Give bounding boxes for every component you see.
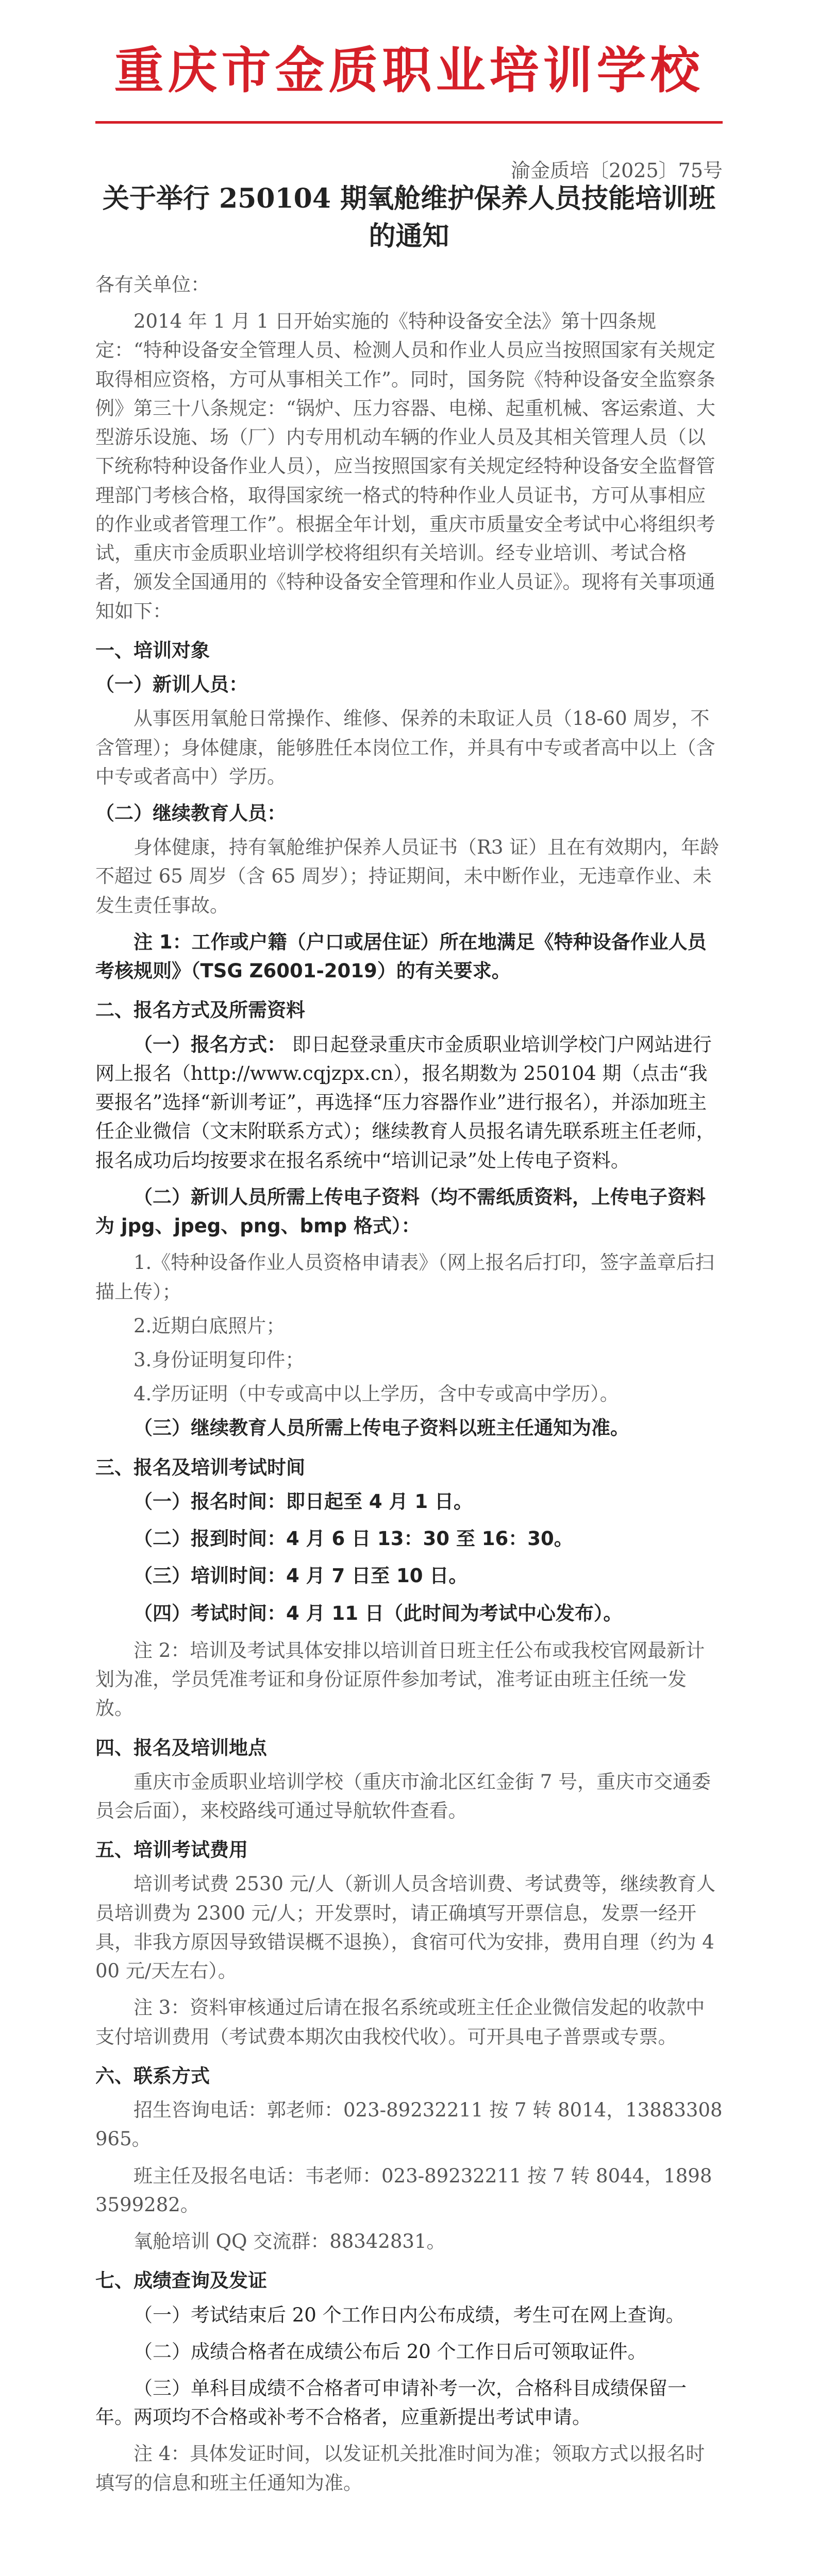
section-6-title: 六、联系方式 — [95, 2064, 210, 2087]
greeting: 各有关单位： — [95, 274, 210, 296]
note-1: 注 1：工作或户籍（户口或居住证）所在地满足《特种设备作业人员考核规则》（TSG Z6001-2019）的有关要求。 — [95, 930, 707, 982]
registration-method-title: （一）报名方式： — [133, 1033, 286, 1056]
time-item: （二）报到时间：4 月 6 日 13：30 至 16：30。 — [133, 1528, 573, 1550]
material-item: 2.近期白底照片； — [133, 1314, 286, 1337]
section-7-title: 七、成绩查询及发证 — [95, 2269, 267, 2292]
section-4-title: 四、报名及培训地点 — [95, 1736, 267, 1759]
qq-group: 氧舱培训 QQ 交流群：88342831。 — [133, 2230, 446, 2253]
registration-method — [95, 1030, 723, 1175]
time-item: （三）培训时间：4 月 7 日至 10 日。 — [133, 1565, 468, 1587]
result-item: （三）单科目成绩不合格者可申请补考一次，合格科目成绩保留一年。两项均不合格或补考不合格者，应重新提出考试申请。 — [95, 2377, 687, 2429]
intro-paragraph: 2014 年 1 月 1 日开始实施的《特种设备安全法》第十四条规定：“特种设备安全管理人员、检测人员和作业人员应当按照国家有关规定取得相应资格，方可从事相关工作”。同时，国务院《特种设备安全监察条例》第三十八条规定：“锅炉、压力容器、电梯、起重机械、客运索道、大型游乐设施、场（厂）内专用机动车辆的作业人员及其相关管理人员（以下统称特种设备作业人员），应当按照国家有关规定经特种设备安全监督管理部门考核合格，取得国家统一格式的特种作业人员证书，方可从事相应的作业或者管理工作”。根据全年计划，重庆市质量安全考试中心将组织考试，重庆市金质职业培训学校将组织有关培训。经专业培训、考试合格者，颁发全国通用的《特种设备安全管理和作业人员证》。现将有关事项通知如下： — [95, 310, 715, 622]
continuing-text: 身体健康，持有氧舱维护保养人员证书（R3 证）且在有效期内，年龄不超过 65 周岁（含 65 周岁）；持证期间，未中断作业，无违章作业、未发生责任事故。 — [95, 836, 720, 917]
new-trainees-title: （一）新训人员： — [95, 673, 248, 696]
registration-method-text: 即日起登录重庆市金质职业培训学校门户网站进行网上报名（http://www.cqjzpx.cn），报名期数为 250104 期（点击“我要报名”选择“新训考证”，再选择“压力容器作业”进行报名），并添加班主任企业微信（文末附联系方式）；继续教育人员报名请先联系班主任老师，报名成功后均按要求在报名系统中“培训记录”处上传电子资料。 — [95, 1033, 715, 1172]
material-item: 1.《特种设备作业人员资格申请表》（网上报名后打印，签字盖章后扫描上传）； — [95, 1251, 714, 1303]
document-content — [95, 270, 723, 2505]
document-number: 渝金质培〔2025〕75号 — [510, 159, 723, 182]
note-4: 注 4：具体发证时间，以发证机关批准时间为准；领取方式以报名时填写的信息和班主任通知为准。 — [95, 2443, 705, 2494]
materials-list — [95, 1248, 723, 1409]
result-item: （一）考试结束后 20 个工作日内公布成绩，考生可在网上查询。 — [133, 2303, 685, 2326]
continuing-upload-note: （三）继续教育人员所需上传电子资料以班主任通知为准。 — [133, 1417, 629, 1439]
note-2: 注 2：培训及考试具体安排以培训首日班主任公布或我校官网最新计划为准，学员凭准考证和身份证原件参加考试，准考证由班主任统一发放。 — [95, 1639, 705, 1720]
time-list — [95, 1487, 723, 1628]
time-item: （一）报名时间：即日起至 4 月 1 日。 — [133, 1490, 473, 1513]
red-header-rule — [95, 121, 723, 124]
section-3-title: 三、报名及培训考试时间 — [95, 1456, 305, 1479]
document-title: 关于举行 250104 期氧舱维护保养人员技能培训班的通知 — [102, 183, 716, 252]
section-2-title: 二、报名方式及所需资料 — [95, 999, 305, 1022]
section-5-title: 五、培训考试费用 — [95, 1839, 248, 1861]
school-title: 重庆市金质职业培训学校 — [114, 41, 704, 99]
result-item: （二）成绩合格者在成绩公布后 20 个工作日后可领取证件。 — [133, 2340, 647, 2363]
contact-enrollment: 招生咨询电话：郭老师：023-89232211 按 7 转 8014，13883308965。 — [95, 2099, 723, 2150]
material-item: 4.学历证明（中专或高中以上学历，含中专或高中学历）。 — [133, 1383, 619, 1405]
section-1-title: 一、培训对象 — [95, 639, 210, 662]
location-text: 重庆市金质职业培训学校（重庆市渝北区红金街 7 号，重庆市交通委员会后面），来校路线可通过导航软件查看。 — [95, 1770, 711, 1822]
material-item: 3.身份证明复印件； — [133, 1348, 305, 1371]
contact-head-teacher: 班主任及报名电话：韦老师：023-89232211 按 7 转 8044，18983599282。 — [95, 2164, 712, 2216]
new-trainees-text: 从事医用氧舱日常操作、维修、保养的未取证人员（18-60 周岁，不含管理）；身体健康，能够胜任本岗位工作，并具有中专或者高中以上（含中专或者高中）学历。 — [95, 707, 715, 788]
materials-title: （二）新训人员所需上传电子资料（均不需纸质资料，上传电子资料为 jpg、jpeg、png、bmp 格式）： — [95, 1185, 706, 1238]
continuing-title: （二）继续教育人员： — [95, 802, 286, 824]
fee-text: 培训考试费 2530 元/人（新训人员含培训费、考试费等，继续教育人员培训费为 2300 元/人；开发票时，请正确填写开票信息，发票一经开具，非我方原因导致错误概不退换），食宿可代为安排，费用自理（约为 400 元/天左右）。 — [95, 1873, 716, 1982]
note-3: 注 3：资料审核通过后请在报名系统或班主任企业微信发起的收款中支付培训费用（考试费本期次由我校代收）。可开具电子普票或专票。 — [95, 1996, 705, 2048]
time-item: （四）考试时间：4 月 11 日（此时间为考试中心发布）。 — [133, 1602, 623, 1624]
